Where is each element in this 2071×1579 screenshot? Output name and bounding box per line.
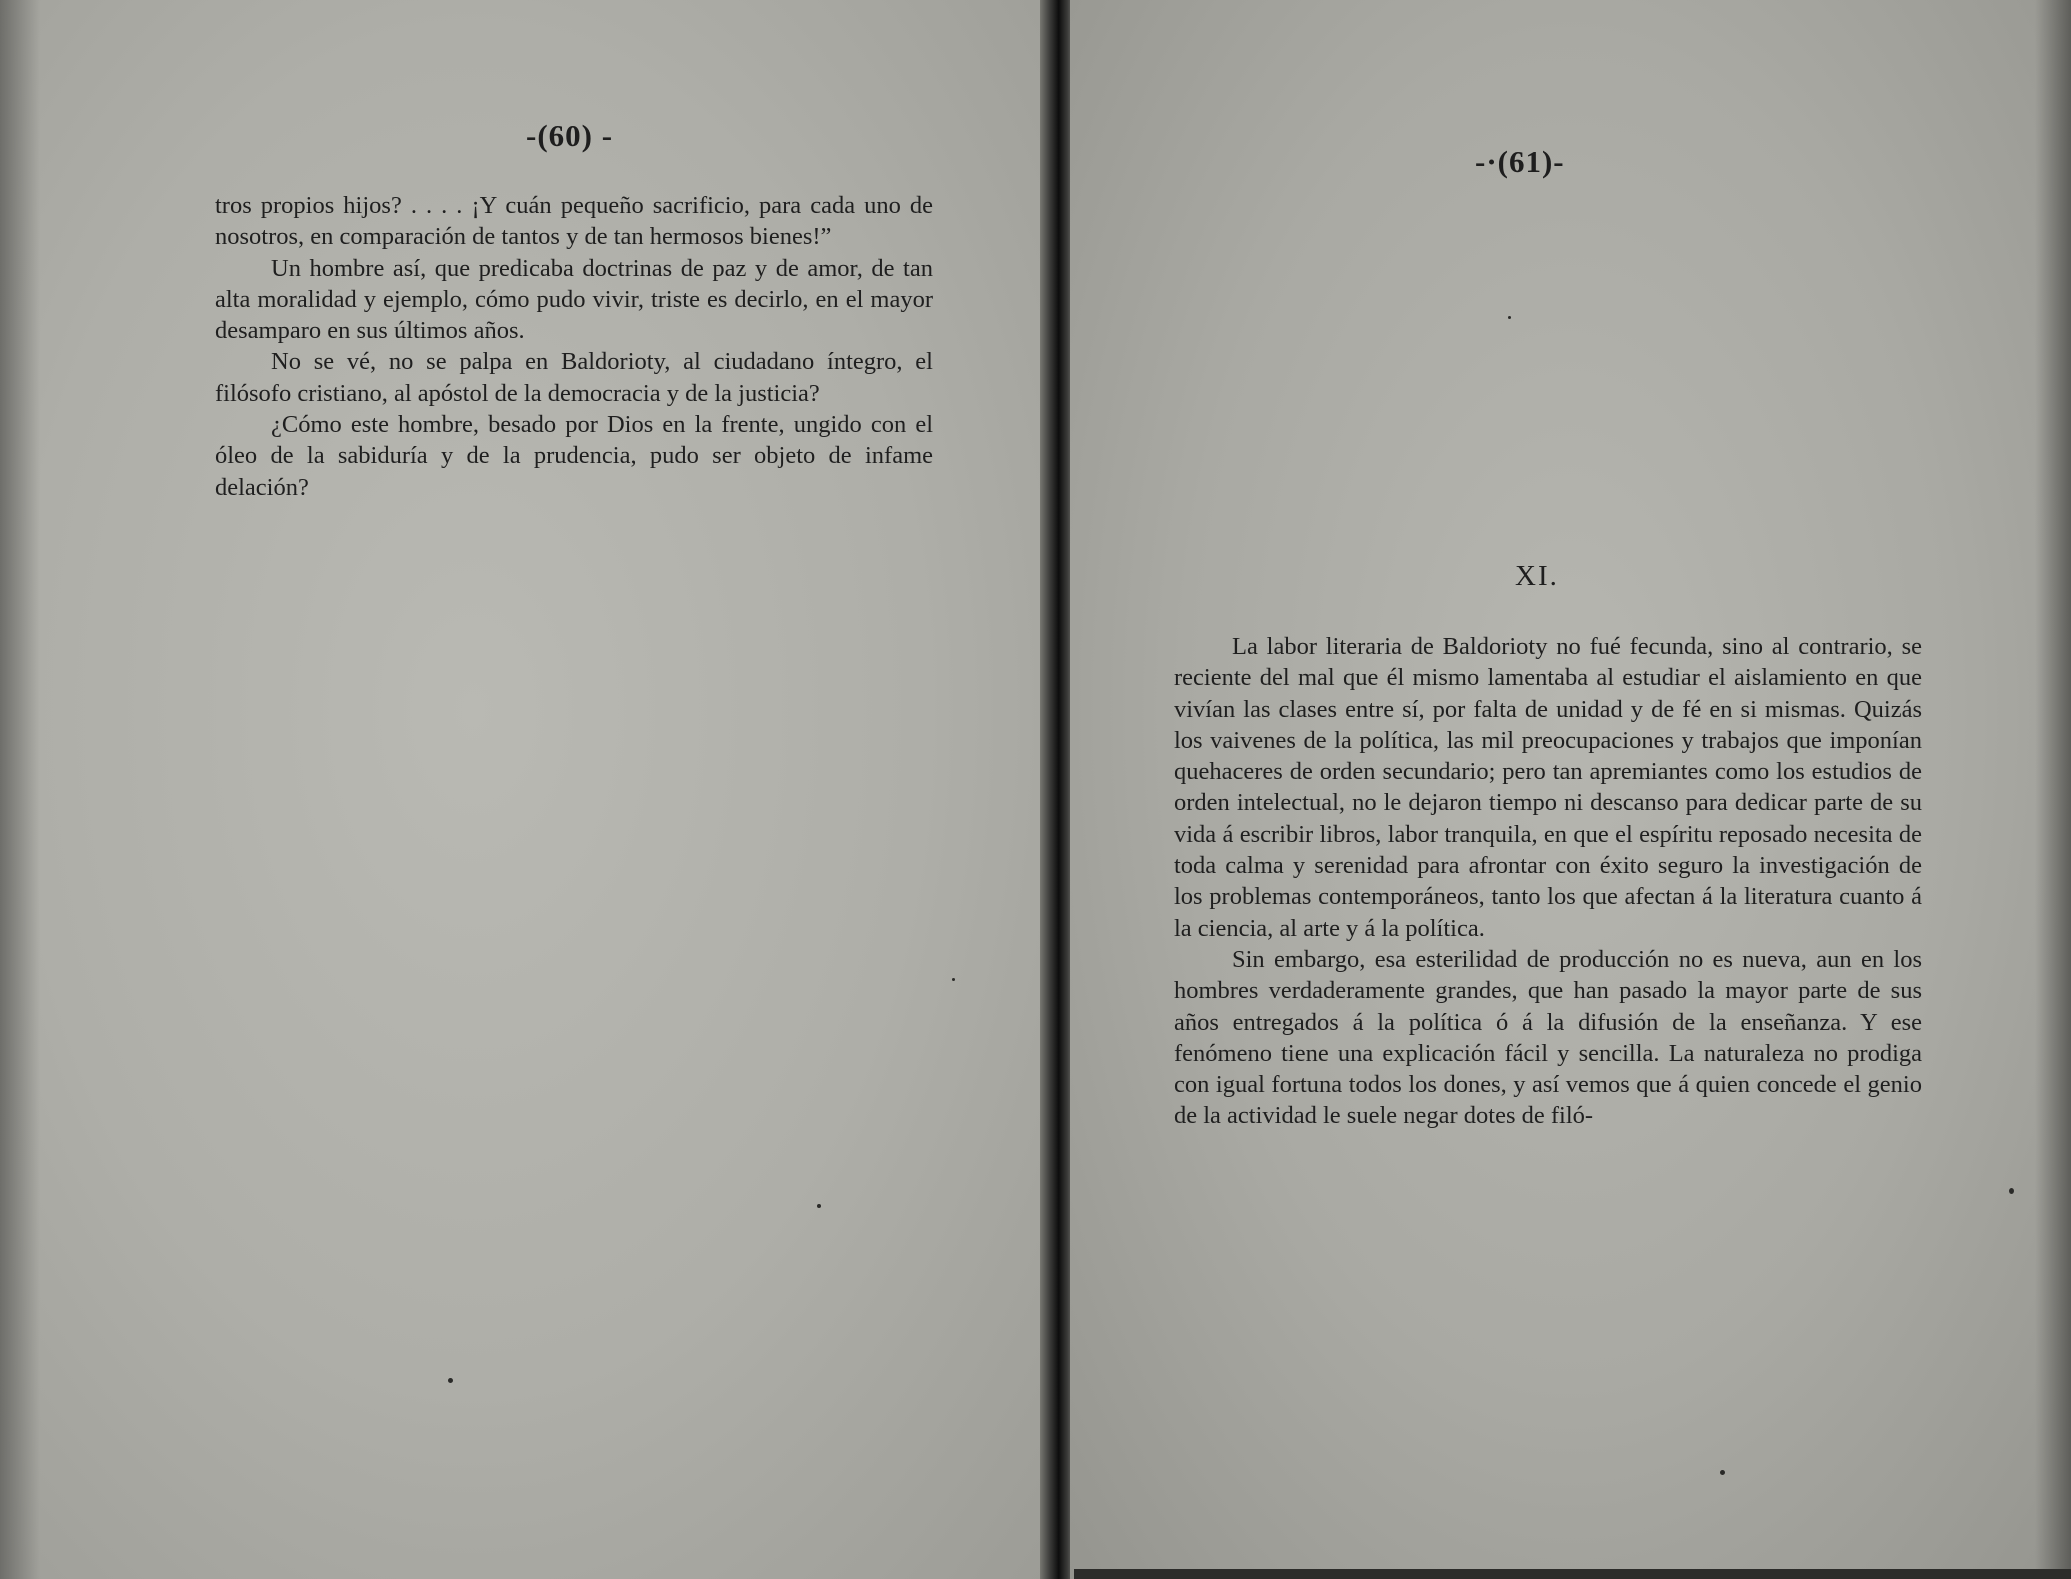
right-paragraph-2: Sin embargo, esa esterilidad de producción no es nueva, aun en los hombres verdaderamente grandes, que han pasado la mayor parte de sus años entregados á la política ó á la difusión de la enseñanza. Y ese fenómeno tiene una explicación fácil y sencilla. La naturaleza no prodiga con igual fortuna todos los dones, y así vemos que á quien concede el genio de la actividad le suele negar dotes de filó- — [1174, 945, 1922, 1130]
paper-speck — [2009, 1188, 2014, 1194]
left-paragraph-1: tros propios hijos? . . . . ¡Y cuán pequeño sacrificio, para cada uno de nosotros, en comparación de tantos y de tan hermosos bienes!” — [215, 192, 933, 251]
paper-speck — [817, 1204, 821, 1208]
paper-speck — [952, 978, 955, 981]
right-page-number: -·(61)- — [1475, 144, 1565, 179]
right-paragraph-1: La labor literaria de Baldorioty no fué fecunda, sino al contrario, se reciente del mal que él mismo lamentaba al estudiar el aislamiento en que vivían las clases entre sí, por falta de unidad y de fé en si mismas. Quizás los vaivenes de la política, las mil preocupaciones y trabajos que imponían quehaceres de orden secundario; pero tan apremiantes como los estudios de orden intelectual, no le dejaron tiempo ni descanso para dedicar parte de su vida á escribir libros, labor tranquila, en que el espíritu reposado necesita de toda calma y serenidad para afrontar con éxito seguro la investigación de los problemas contemporáneos, tanto los que afectan á la literatura cuanto á la ciencia, al arte y á la política. — [1174, 633, 1922, 942]
book-gutter — [1040, 0, 1074, 1579]
left-paragraph-2: Un hombre así, que predicaba doctrinas de paz y de amor, de tan alta moralidad y ejemplo, cómo pudo vivir, triste es decirlo, en el mayor desamparo en sus últimos años. — [215, 254, 933, 345]
paper-speck — [448, 1378, 453, 1383]
paper-speck — [1508, 316, 1511, 319]
right-page-text — [1174, 631, 1922, 1132]
left-paragraph-4: ¿Cómo este hombre, besado por Dios en la frente, ungido con el óleo de la sabiduría y de la prudencia, pudo ser objeto de infame delación? — [215, 411, 933, 501]
paper-speck — [1720, 1470, 1725, 1475]
page-bottom-edge — [1074, 1569, 2071, 1579]
chapter-heading: XI. — [1515, 560, 1559, 592]
left-page-number: -(60) - — [526, 118, 614, 153]
left-paragraph-3: No se vé, no se palpa en Baldorioty, al ciudadano íntegro, el filósofo cristiano, al apóstol de la democracia y de la justicia? — [215, 348, 933, 407]
right-page — [1070, 0, 2071, 1579]
left-page-text — [215, 190, 933, 503]
